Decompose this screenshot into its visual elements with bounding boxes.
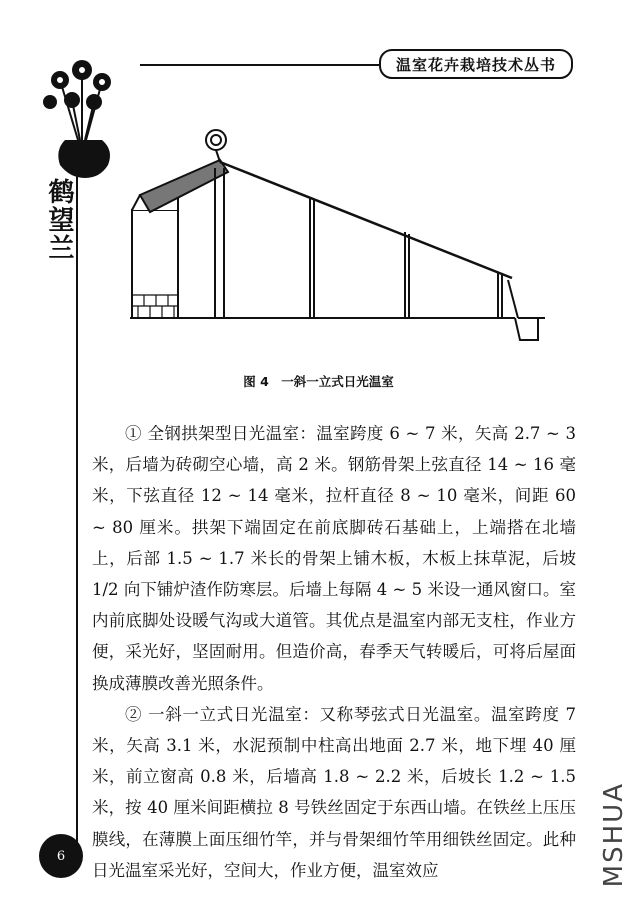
back-wall [132, 210, 178, 318]
figure-caption: 图 4 一斜一立式日光温室 [243, 374, 394, 389]
greenhouse-diagram [120, 120, 560, 350]
front-trench [515, 318, 538, 340]
page-number: 6 [39, 834, 83, 878]
series-title: 温室花卉栽培技术丛书 [379, 49, 573, 79]
ridge-spiral [206, 130, 226, 150]
paragraph-1: ① 全钢拱架型日光温室：温室跨度 6 ~ 7 米，矢高 2.7 ~ 3 米，后墙为砖砌空心墙，高 2 米。钢筋骨架上弦直径 14 ~ 16 毫米，下弦直径 12 ~ 14 毫米，拉杆直径 8 ~ 10 毫米，间距 60 ~ 80 厘米。拱架下端固定在前底脚砖石基础上，上端搭在北墙上，后部 1.5 ~ 1.7 米长的骨架上铺木板，木板上抹草泥，后坡 1/2 向下铺炉渣作防寒层。后墙上每隔 4 ~ 5 米设一通风窗口。室内前底脚处设暖气沟或大道管。其优点是温室内部无支柱，作业方便，采光好，坚固耐用。但造价高，春季天气转暖后，可将后屋面换成薄膜改善光照条件。 [92, 424, 576, 693]
front-roof [220, 162, 512, 278]
body-text [92, 418, 576, 886]
side-title: 鹤望兰 [44, 178, 74, 262]
margin-rule [76, 170, 78, 860]
paragraph-2: ② 一斜一立式日光温室：又称琴弦式日光温室。温室跨度 7 米，矢高 3.1 米，水泥预制中柱高出地面 2.7 米，地下埋 40 厘米，前立窗高 0.8 米，后墙高 1.8 ~ 2.2 米，后坡长 1.2 ~ 1.5 米，按 40 厘米间距横拉 8 号铁丝固定于东西山墙。在铁丝上压压膜线，在薄膜上面压细竹竿，并与骨架细竹竿用细铁丝固定。此种日光温室采光好，空间大，作业方便，温室效应 [92, 704, 576, 880]
header-rule [140, 64, 385, 66]
watermark: MSHUA [599, 781, 629, 887]
